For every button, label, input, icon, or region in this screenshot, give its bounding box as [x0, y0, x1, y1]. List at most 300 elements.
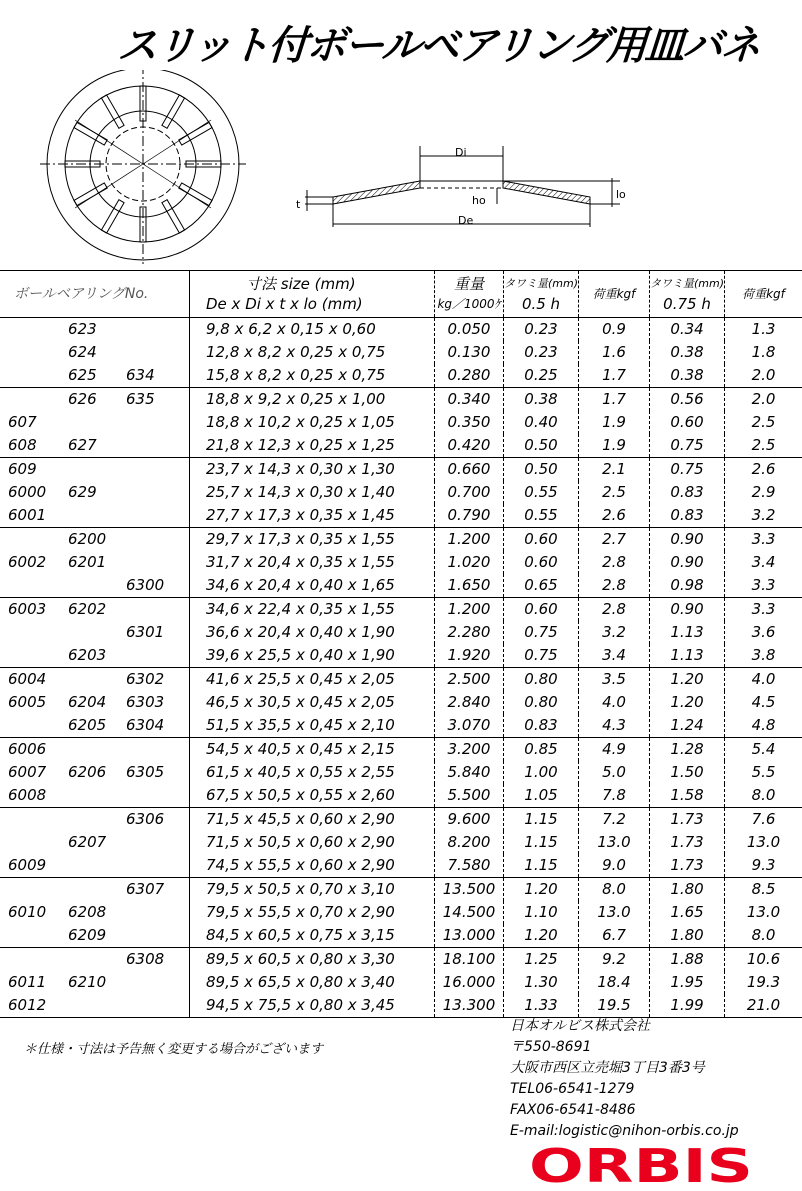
dimension-cell: 27,7 x 17,3 x 0,35 x 1,45	[190, 504, 435, 528]
table-row	[0, 761, 802, 784]
load-05h-cell: 8.0	[579, 878, 650, 902]
deflection-075h-cell: 1.73	[650, 808, 725, 832]
load-075h-cell: 3.8	[725, 644, 802, 668]
bearing-6300-series: 6306	[126, 810, 165, 828]
dimension-cell: 18,8 x 9,2 x 0,25 x 1,00	[190, 388, 435, 412]
table-row	[0, 714, 802, 738]
dimension-cell: 36,6 x 20,4 x 0,40 x 1,90	[190, 621, 435, 644]
bearing-no-cell	[0, 714, 190, 738]
dimension-cell: 84,5 x 60,5 x 0,75 x 3,15	[190, 924, 435, 948]
deflection-075h-cell: 0.90	[650, 598, 725, 622]
load-05h-cell: 0.9	[579, 318, 650, 342]
bearing-6000-series: 6010	[8, 903, 47, 921]
header-load-1: 荷重kgf	[579, 271, 650, 318]
header-deflection-1	[504, 271, 579, 318]
bearing-6200-series: 6208	[68, 903, 107, 921]
label-ho: ho	[472, 194, 486, 207]
deflection-075h-cell: 1.50	[650, 761, 725, 784]
load-075h-cell: 2.6	[725, 458, 802, 482]
weight-cell: 8.200	[435, 831, 504, 854]
dimension-cell: 67,5 x 50,5 x 0,55 x 2,60	[190, 784, 435, 808]
bearing-6300-series: 6304	[126, 716, 165, 734]
bearing-6000-series: 6000	[8, 483, 47, 501]
bearing-no-cell	[0, 364, 190, 388]
load-075h-cell: 2.0	[725, 388, 802, 412]
bearing-no-cell	[0, 551, 190, 574]
load-05h-cell: 1.9	[579, 434, 650, 458]
weight-cell: 2.500	[435, 668, 504, 692]
header-deflection-2	[650, 271, 725, 318]
deflection-05h-cell: 1.00	[504, 761, 579, 784]
bearing-no-cell	[0, 504, 190, 528]
bearing-6000-series: 6011	[8, 973, 47, 991]
load-05h-cell: 2.8	[579, 598, 650, 622]
deflection-075h-cell: 0.90	[650, 551, 725, 574]
bearing-no-cell	[0, 434, 190, 458]
page-title: スリット付ボールベアリング用皿バネ	[116, 23, 761, 69]
table-row	[0, 411, 802, 434]
deflection-05h-cell: 0.23	[504, 318, 579, 342]
bearing-6300-series: 6302	[126, 670, 165, 688]
dimension-cell: 71,5 x 45,5 x 0,60 x 2,90	[190, 808, 435, 832]
weight-cell: 13.300	[435, 994, 504, 1018]
deflection-05h-cell: 0.60	[504, 551, 579, 574]
bearing-6300-series: 635	[126, 390, 155, 408]
bearing-6200-series: 6200	[68, 530, 107, 548]
deflection-075h-cell: 1.73	[650, 831, 725, 854]
deflection-075h-cell: 1.20	[650, 668, 725, 692]
deflection-05h-cell: 0.25	[504, 364, 579, 388]
bearing-no-cell	[0, 574, 190, 598]
load-075h-cell: 2.0	[725, 364, 802, 388]
bearing-no-cell	[0, 878, 190, 902]
bearing-no-cell	[0, 318, 190, 342]
deflection-075h-cell: 0.75	[650, 458, 725, 482]
bearing-6000-series: 6004	[8, 670, 47, 688]
bearing-6200-series: 6202	[68, 600, 107, 618]
load-075h-cell: 2.5	[725, 434, 802, 458]
load-05h-cell: 1.6	[579, 341, 650, 364]
bearing-6000-series: 6012	[8, 996, 47, 1014]
dimension-cell: 46,5 x 30,5 x 0,45 x 2,05	[190, 691, 435, 714]
bearing-6200-series: 6207	[68, 833, 107, 851]
deflection-075h-cell: 1.58	[650, 784, 725, 808]
load-05h-cell: 4.0	[579, 691, 650, 714]
deflection-075h-cell: 0.90	[650, 528, 725, 552]
load-05h-cell: 13.0	[579, 901, 650, 924]
deflection-05h-cell: 1.15	[504, 808, 579, 832]
load-05h-cell: 3.5	[579, 668, 650, 692]
deflection-05h-cell: 1.30	[504, 971, 579, 994]
header-defl2-line1: タワミ量(mm)	[650, 277, 725, 290]
table-row	[0, 528, 802, 552]
header-dimensions	[190, 271, 435, 318]
deflection-05h-cell: 0.75	[504, 621, 579, 644]
table-row	[0, 621, 802, 644]
header-defl1-line2: 0.5 h	[521, 295, 561, 313]
table-row	[0, 598, 802, 622]
load-075h-cell: 1.8	[725, 341, 802, 364]
bearing-no-cell	[0, 528, 190, 552]
deflection-075h-cell: 1.13	[650, 644, 725, 668]
deflection-075h-cell: 1.24	[650, 714, 725, 738]
postal-code: 〒550-8691	[510, 1039, 592, 1055]
dimension-cell: 61,5 x 40,5 x 0,55 x 2,55	[190, 761, 435, 784]
bearing-6300-series: 6305	[126, 763, 165, 781]
orbis-logo-text: ORBIS	[529, 1140, 753, 1188]
deflection-05h-cell: 0.50	[504, 458, 579, 482]
bearing-6200-series: 627	[68, 436, 97, 454]
load-05h-cell: 5.0	[579, 761, 650, 784]
dimension-cell: 71,5 x 50,5 x 0,60 x 2,90	[190, 831, 435, 854]
deflection-05h-cell: 0.80	[504, 668, 579, 692]
front-view	[40, 70, 246, 264]
bearing-6200-series: 624	[68, 343, 97, 361]
deflection-05h-cell: 1.20	[504, 924, 579, 948]
bearing-no-cell	[0, 831, 190, 854]
bearing-no-cell	[0, 458, 190, 482]
dimension-cell: 29,7 x 17,3 x 0,35 x 1,55	[190, 528, 435, 552]
dimension-cell: 74,5 x 55,5 x 0,60 x 2,90	[190, 854, 435, 878]
bearing-6200-series: 629	[68, 483, 97, 501]
deflection-075h-cell: 0.83	[650, 504, 725, 528]
header-defl1-line1: タワミ量(mm)	[504, 277, 579, 290]
bearing-6000-series: 6007	[8, 763, 47, 781]
load-075h-cell: 4.5	[725, 691, 802, 714]
weight-cell: 0.660	[435, 458, 504, 482]
bearing-no-cell	[0, 924, 190, 948]
bearing-no-cell	[0, 738, 190, 762]
load-05h-cell: 2.8	[579, 551, 650, 574]
deflection-05h-cell: 1.15	[504, 854, 579, 878]
deflection-05h-cell: 0.50	[504, 434, 579, 458]
email-link[interactable]: E-mail:logistic@nihon-orbis.co.jp	[510, 1123, 739, 1139]
deflection-05h-cell: 0.65	[504, 574, 579, 598]
load-05h-cell: 2.6	[579, 504, 650, 528]
deflection-075h-cell: 1.80	[650, 924, 725, 948]
weight-cell: 1.200	[435, 528, 504, 552]
table-row	[0, 364, 802, 388]
deflection-05h-cell: 0.55	[504, 481, 579, 504]
load-075h-cell: 7.6	[725, 808, 802, 832]
address: 大阪市西区立売堀3丁目3番3号	[510, 1060, 705, 1076]
table-row	[0, 341, 802, 364]
bearing-6300-series: 6301	[126, 623, 165, 641]
load-075h-cell: 3.6	[725, 621, 802, 644]
bearing-no-cell	[0, 901, 190, 924]
dimension-cell: 54,5 x 40,5 x 0,45 x 2,15	[190, 738, 435, 762]
table-row	[0, 574, 802, 598]
table-row	[0, 924, 802, 948]
weight-cell: 7.580	[435, 854, 504, 878]
bearing-6000-series: 608	[8, 436, 37, 454]
dimension-cell: 51,5 x 35,5 x 0,45 x 2,10	[190, 714, 435, 738]
deflection-05h-cell: 1.05	[504, 784, 579, 808]
deflection-05h-cell: 1.10	[504, 901, 579, 924]
weight-cell: 1.920	[435, 644, 504, 668]
bearing-6200-series: 6206	[68, 763, 107, 781]
load-075h-cell: 3.3	[725, 528, 802, 552]
bearing-no-cell	[0, 598, 190, 622]
weight-cell: 1.650	[435, 574, 504, 598]
bearing-no-cell	[0, 644, 190, 668]
deflection-075h-cell: 1.80	[650, 878, 725, 902]
bearing-no-cell	[0, 854, 190, 878]
bearing-no-cell	[0, 761, 190, 784]
load-075h-cell: 4.8	[725, 714, 802, 738]
dimension-cell: 21,8 x 12,3 x 0,25 x 1,25	[190, 434, 435, 458]
dimension-cell: 18,8 x 10,2 x 0,25 x 1,05	[190, 411, 435, 434]
load-075h-cell: 5.4	[725, 738, 802, 762]
bearing-6200-series: 6204	[68, 693, 107, 711]
dimension-cell: 15,8 x 8,2 x 0,25 x 0,75	[190, 364, 435, 388]
table-row	[0, 854, 802, 878]
bearing-no-cell	[0, 691, 190, 714]
load-05h-cell: 7.2	[579, 808, 650, 832]
load-05h-cell: 2.5	[579, 481, 650, 504]
company-info	[510, 1016, 739, 1142]
weight-cell: 2.840	[435, 691, 504, 714]
deflection-05h-cell: 0.80	[504, 691, 579, 714]
table-row	[0, 551, 802, 574]
load-05h-cell: 3.4	[579, 644, 650, 668]
deflection-075h-cell: 0.38	[650, 364, 725, 388]
load-05h-cell: 1.7	[579, 388, 650, 412]
deflection-05h-cell: 0.75	[504, 644, 579, 668]
table-row	[0, 831, 802, 854]
deflection-05h-cell: 1.33	[504, 994, 579, 1018]
load-075h-cell: 3.3	[725, 574, 802, 598]
table-row	[0, 948, 802, 972]
load-075h-cell: 9.3	[725, 854, 802, 878]
deflection-05h-cell: 0.40	[504, 411, 579, 434]
deflection-075h-cell: 1.73	[650, 854, 725, 878]
load-05h-cell: 2.1	[579, 458, 650, 482]
dimension-cell: 79,5 x 50,5 x 0,70 x 3,10	[190, 878, 435, 902]
bearing-6300-series: 6303	[126, 693, 165, 711]
deflection-075h-cell: 0.83	[650, 481, 725, 504]
load-05h-cell: 9.2	[579, 948, 650, 972]
table-row	[0, 808, 802, 832]
load-05h-cell: 9.0	[579, 854, 650, 878]
table-row	[0, 388, 802, 412]
deflection-075h-cell: 0.75	[650, 434, 725, 458]
deflection-05h-cell: 1.25	[504, 948, 579, 972]
deflection-075h-cell: 0.38	[650, 341, 725, 364]
load-05h-cell: 1.9	[579, 411, 650, 434]
header-defl2-line2: 0.75 h	[663, 295, 711, 313]
deflection-05h-cell: 0.38	[504, 388, 579, 412]
dimension-cell: 41,6 x 25,5 x 0,45 x 2,05	[190, 668, 435, 692]
dimension-cell: 94,5 x 75,5 x 0,80 x 3,45	[190, 994, 435, 1018]
weight-cell: 2.280	[435, 621, 504, 644]
load-075h-cell: 19.3	[725, 971, 802, 994]
deflection-05h-cell: 0.60	[504, 528, 579, 552]
bearing-6000-series: 609	[8, 460, 37, 478]
dimension-cell: 9,8 x 6,2 x 0,15 x 0,60	[190, 318, 435, 342]
load-05h-cell: 2.7	[579, 528, 650, 552]
dimension-cell: 34,6 x 22,4 x 0,35 x 1,55	[190, 598, 435, 622]
bearing-6000-series: 6006	[8, 740, 47, 758]
weight-cell: 13.000	[435, 924, 504, 948]
dimension-cell: 79,5 x 55,5 x 0,70 x 2,90	[190, 901, 435, 924]
table-row	[0, 901, 802, 924]
load-05h-cell: 4.3	[579, 714, 650, 738]
weight-cell: 9.600	[435, 808, 504, 832]
bearing-no-cell	[0, 948, 190, 972]
deflection-075h-cell: 1.99	[650, 994, 725, 1018]
weight-cell: 0.050	[435, 318, 504, 342]
deflection-05h-cell: 0.60	[504, 598, 579, 622]
load-075h-cell: 5.5	[725, 761, 802, 784]
bearing-6000-series: 6001	[8, 506, 47, 524]
dimension-cell: 31,7 x 20,4 x 0,35 x 1,55	[190, 551, 435, 574]
weight-cell: 18.100	[435, 948, 504, 972]
label-de: De	[458, 214, 474, 227]
table-row	[0, 971, 802, 994]
weight-cell: 5.840	[435, 761, 504, 784]
deflection-075h-cell: 1.95	[650, 971, 725, 994]
deflection-05h-cell: 1.20	[504, 878, 579, 902]
company-name: 日本オルビス株式会社	[510, 1018, 650, 1034]
label-di: Di	[455, 146, 467, 159]
orbis-logo	[527, 1140, 755, 1188]
header-load-2: 荷重kgf	[725, 271, 802, 318]
load-075h-cell: 8.5	[725, 878, 802, 902]
load-075h-cell: 1.3	[725, 318, 802, 342]
bearing-6000-series: 6009	[8, 856, 47, 874]
bearing-6000-series: 607	[8, 413, 37, 431]
bearing-6200-series: 623	[68, 320, 97, 338]
weight-cell: 0.350	[435, 411, 504, 434]
phone: TEL06-6541-1279	[510, 1081, 635, 1097]
load-075h-cell: 21.0	[725, 994, 802, 1018]
header-weight-line1: 重量	[453, 275, 484, 293]
header-bearing-no: ボールベアリングNo.	[0, 271, 190, 318]
bearing-6200-series: 6210	[68, 973, 107, 991]
header-weight-line2: kg／1000ｹ	[437, 297, 501, 311]
table-row	[0, 878, 802, 902]
bearing-no-cell	[0, 481, 190, 504]
dimension-cell: 23,7 x 14,3 x 0,30 x 1,30	[190, 458, 435, 482]
weight-cell: 13.500	[435, 878, 504, 902]
deflection-05h-cell: 1.15	[504, 831, 579, 854]
table-row	[0, 504, 802, 528]
bearing-6000-series: 6008	[8, 786, 47, 804]
table-row	[0, 668, 802, 692]
weight-cell: 14.500	[435, 901, 504, 924]
dimension-cell: 89,5 x 65,5 x 0,80 x 3,40	[190, 971, 435, 994]
deflection-075h-cell: 1.88	[650, 948, 725, 972]
weight-cell: 0.790	[435, 504, 504, 528]
load-05h-cell: 13.0	[579, 831, 650, 854]
bearing-6300-series: 634	[126, 366, 155, 384]
load-05h-cell: 7.8	[579, 784, 650, 808]
table-row	[0, 644, 802, 668]
load-075h-cell: 13.0	[725, 901, 802, 924]
header-dim-line2: De x Di x t x lo (mm)	[206, 295, 363, 313]
dimension-cell: 12,8 x 8,2 x 0,25 x 0,75	[190, 341, 435, 364]
spec-table	[0, 270, 802, 1018]
deflection-05h-cell: 0.85	[504, 738, 579, 762]
load-075h-cell: 3.3	[725, 598, 802, 622]
load-075h-cell: 2.5	[725, 411, 802, 434]
bearing-6200-series: 6203	[68, 646, 107, 664]
table-row	[0, 318, 802, 342]
deflection-075h-cell: 0.60	[650, 411, 725, 434]
load-075h-cell: 2.9	[725, 481, 802, 504]
load-075h-cell: 8.0	[725, 924, 802, 948]
bearing-6300-series: 6307	[126, 880, 165, 898]
bearing-no-cell	[0, 621, 190, 644]
header-weight	[435, 271, 504, 318]
weight-cell: 0.340	[435, 388, 504, 412]
load-05h-cell: 18.4	[579, 971, 650, 994]
bearing-6000-series: 6002	[8, 553, 47, 571]
bearing-no-cell	[0, 388, 190, 412]
disclaimer-note: ＊仕様・寸法は予告無く変更する場合がございます	[24, 1042, 324, 1057]
label-t: t	[296, 198, 301, 211]
deflection-05h-cell: 0.55	[504, 504, 579, 528]
deflection-075h-cell: 0.56	[650, 388, 725, 412]
load-075h-cell: 8.0	[725, 784, 802, 808]
load-075h-cell: 4.0	[725, 668, 802, 692]
bearing-6200-series: 626	[68, 390, 97, 408]
load-05h-cell: 3.2	[579, 621, 650, 644]
deflection-075h-cell: 0.34	[650, 318, 725, 342]
header-dim-line1: 寸法 size (mm)	[246, 275, 356, 293]
weight-cell: 5.500	[435, 784, 504, 808]
bearing-no-cell	[0, 971, 190, 994]
bearing-6300-series: 6300	[126, 576, 165, 594]
deflection-075h-cell: 1.20	[650, 691, 725, 714]
load-05h-cell: 4.9	[579, 738, 650, 762]
bearing-no-cell	[0, 784, 190, 808]
weight-cell: 1.200	[435, 598, 504, 622]
bearing-6200-series: 625	[68, 366, 97, 384]
dimension-cell: 89,5 x 60,5 x 0,80 x 3,30	[190, 948, 435, 972]
table-row	[0, 458, 802, 482]
table-row	[0, 784, 802, 808]
bearing-no-cell	[0, 411, 190, 434]
deflection-05h-cell: 0.83	[504, 714, 579, 738]
bearing-6300-series: 6308	[126, 950, 165, 968]
bearing-no-cell	[0, 808, 190, 832]
bearing-no-cell	[0, 341, 190, 364]
deflection-075h-cell: 1.65	[650, 901, 725, 924]
bearing-6000-series: 6003	[8, 600, 47, 618]
footer	[0, 1010, 802, 1191]
deflection-075h-cell: 0.98	[650, 574, 725, 598]
bearing-6200-series: 6205	[68, 716, 107, 734]
load-075h-cell: 13.0	[725, 831, 802, 854]
deflection-05h-cell: 0.23	[504, 341, 579, 364]
deflection-075h-cell: 1.28	[650, 738, 725, 762]
weight-cell: 3.070	[435, 714, 504, 738]
load-05h-cell: 19.5	[579, 994, 650, 1018]
weight-cell: 3.200	[435, 738, 504, 762]
deflection-075h-cell: 1.13	[650, 621, 725, 644]
weight-cell: 0.280	[435, 364, 504, 388]
bearing-6000-series: 6005	[8, 693, 47, 711]
dimension-cell: 25,7 x 14,3 x 0,30 x 1,40	[190, 481, 435, 504]
load-075h-cell: 3.4	[725, 551, 802, 574]
weight-cell: 1.020	[435, 551, 504, 574]
dimension-cell: 39,6 x 25,5 x 0,40 x 1,90	[190, 644, 435, 668]
weight-cell: 0.420	[435, 434, 504, 458]
weight-cell: 0.130	[435, 341, 504, 364]
load-05h-cell: 1.7	[579, 364, 650, 388]
